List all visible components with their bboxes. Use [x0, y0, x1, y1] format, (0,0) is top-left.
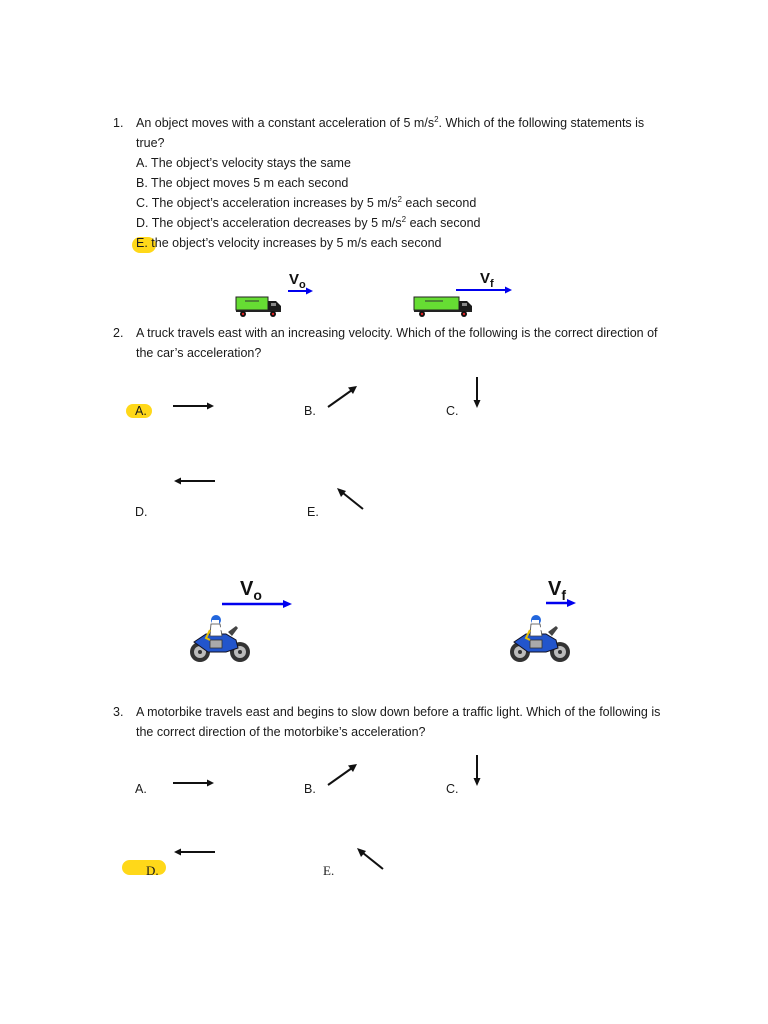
truck-vf-arrow-icon — [456, 286, 514, 294]
q3-prompt-line1: A motorbike travels east and begins to slow down before a traffic light. Which of the following is — [136, 705, 661, 719]
q2-arrow-right-icon — [172, 400, 216, 412]
q3-arrow-right-icon — [172, 777, 216, 789]
q2-arrow-up-right-icon — [326, 384, 360, 410]
q3-option-b-label: B. — [304, 782, 316, 796]
motorbike-icon — [186, 612, 254, 666]
q2-prompt-line1: A truck travels east with an increasing velocity. Which of the following is the correct direction of — [136, 326, 658, 340]
q1-prompt-line2: true? — [136, 136, 165, 150]
answer-highlight-q3 — [122, 860, 166, 875]
truck-vo-label: $V_o$ — [289, 271, 306, 291]
q3-arrow-up-left-icon — [356, 847, 386, 871]
q3-number: 3. — [113, 705, 124, 719]
truck-vf-label: $V_f$ — [480, 270, 494, 290]
q1-prompt: An object moves with a constant acceleration of 5 $m/s^2$. Which of the following statements is — [136, 115, 645, 130]
q3-option-e-label: E. — [323, 863, 335, 878]
q1-option-e: E. the object’s velocity increases by 5 m/s each second — [136, 236, 442, 250]
q1-option-c: C. The object’s acceleration increases by 5 $m/s^2$ each second — [136, 195, 477, 210]
q2-option-e-label: E. — [307, 505, 319, 519]
q2-option-a-label: A. — [135, 404, 147, 418]
bike-vf-label: $V_f$ — [548, 578, 567, 603]
q3-arrow-left-icon — [172, 846, 216, 858]
q3-option-a-label: A. — [135, 782, 147, 796]
bike-vo-label: $V_o$ — [240, 578, 262, 603]
truck-icon — [413, 296, 475, 318]
q3-arrow-up-right-icon — [326, 762, 360, 788]
bike-vo-arrow-icon — [222, 599, 294, 609]
q2-number: 2. — [113, 326, 124, 340]
q3-option-d-label: D. — [146, 863, 159, 878]
truck-vo-arrow-icon — [288, 287, 314, 295]
q2-arrow-up-left-icon — [336, 487, 366, 511]
q3-option-c-label: C. — [446, 782, 459, 796]
q1-number: 1. — [113, 116, 124, 130]
truck-icon — [235, 296, 285, 318]
bike-vf-arrow-icon — [546, 598, 578, 608]
q2-option-b-label: B. — [304, 404, 316, 418]
q2-option-d-label: D. — [135, 505, 148, 519]
q1-option-b: B. The object moves 5 m each second — [136, 176, 349, 190]
q3-arrow-down-icon — [471, 754, 483, 788]
motorbike-icon — [506, 612, 574, 666]
q1-option-d: D. The object’s acceleration decreases by 5 $m/s^2$ each second — [136, 215, 481, 230]
q2-prompt-line2: the car’s acceleration? — [136, 346, 262, 360]
q1-option-a: A. The object’s velocity stays the same — [136, 156, 351, 170]
q2-arrow-down-icon — [471, 376, 483, 410]
q2-arrow-left-icon — [172, 475, 216, 487]
q2-option-c-label: C. — [446, 404, 459, 418]
q3-prompt-line2: the correct direction of the motorbike’s acceleration? — [136, 725, 426, 739]
